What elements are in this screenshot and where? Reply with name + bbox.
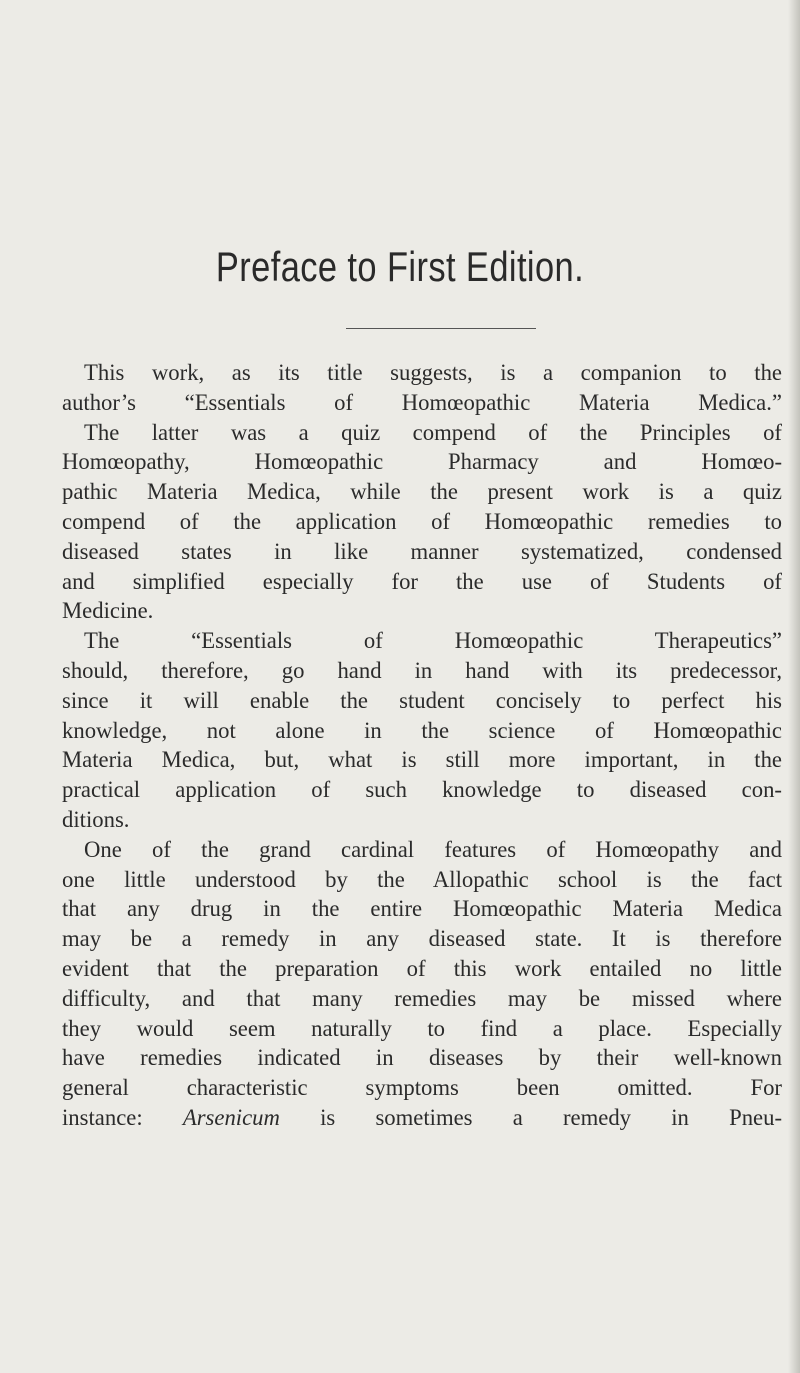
page-title: Preface to First Edition. [215, 243, 585, 290]
text-line: evident that the preparation of this work entailed no little [62, 955, 782, 981]
text-line: The “Essentials of Homœopathic Therapeutics” [84, 628, 782, 654]
title-divider [346, 328, 536, 329]
text-line: they would seem naturally to find a place. Especially [62, 1015, 782, 1041]
text-line: should, therefore, go hand in hand with its predecessor, [62, 657, 782, 683]
text-line-last [62, 1103, 782, 1133]
text-line: ditions. [62, 806, 130, 832]
text-line: The latter was a quiz compend of the Principles of [84, 419, 782, 445]
text-fragment: is sometimes a remedy in Pneu- [279, 1104, 783, 1130]
paragraph-2 [62, 626, 782, 835]
text-line: knowledge, not alone in the science of Homœopathic [62, 717, 782, 743]
text-line: have remedies indicated in diseases by their well-known [62, 1045, 782, 1071]
text-line: one little understood by the Allopathic school is the fact [62, 866, 782, 892]
text-line: that any drug in the entire Homœopathic Materia Medica [62, 896, 782, 922]
text-line: Medicine. [62, 598, 154, 624]
preface-body [62, 358, 782, 1133]
page-edge-shadow [788, 0, 800, 1373]
text-line: practical application of such knowledge to diseased con- [62, 777, 782, 803]
text-line: diseased states in like manner systematized, condensed [62, 538, 782, 564]
text-line: Homœopathy, Homœopathic Pharmacy and Homœo- [62, 449, 782, 475]
text-line: may be a remedy in any diseased state. It is therefore [62, 926, 782, 952]
text-line: Materia Medica, but, what is still more important, in the [62, 747, 782, 773]
italic-remedy-name: Arsenicum [182, 1104, 280, 1130]
text-line: since it will enable the student concisely to perfect his [62, 687, 782, 713]
paragraph-1 [62, 358, 782, 626]
text-line: pathic Materia Medica, while the present work is a quiz [62, 479, 782, 505]
text-line: One of the grand cardinal features of Homœopathy and [84, 836, 782, 862]
text-line: and simplified especially for the use of Students of [62, 568, 782, 594]
text-line: author’s “Essentials of Homœopathic Materia Medica.” [62, 389, 782, 415]
text-line: general characteristic symptoms been omitted. For [62, 1075, 782, 1101]
text-fragment: instance: [62, 1104, 183, 1130]
paragraph-3 [62, 835, 782, 1133]
text-line: compend of the application of Homœopathic remedies to [62, 508, 782, 534]
text-line: difficulty, and that many remedies may be missed where [62, 985, 782, 1011]
text-line: This work, as its title suggests, is a companion to the [84, 360, 782, 385]
